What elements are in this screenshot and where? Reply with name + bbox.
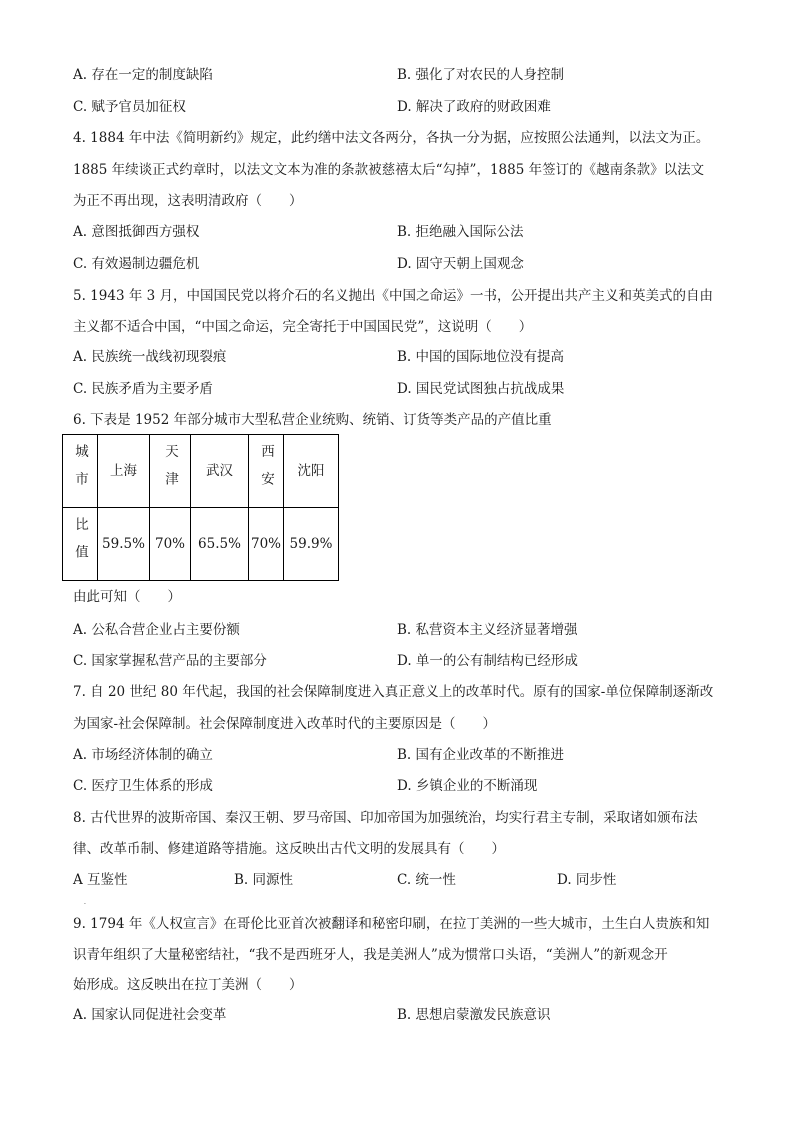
q7-option-a[interactable]: A. 市场经济体制的确立 [73,747,213,763]
table-row-label: 比值 [63,508,98,581]
q4-option-b[interactable]: B. 拒绝融入国际公法 [397,224,524,240]
table-cell: 59.5% [98,508,150,581]
q4-option-d[interactable]: D. 固守天朝上国观念 [397,256,524,272]
q6-option-a[interactable]: A. 公私合营企业占主要份额 [73,622,240,638]
q4-option-c[interactable]: C. 有效遏制边疆危机 [73,256,200,272]
table-cell: 59.9% [284,508,339,581]
q6-option-b[interactable]: B. 私营资本主义经济显著增强 [397,622,578,638]
q3-option-c[interactable]: C. 赋予官员加征权 [73,99,186,115]
table-header-cell: 沈阳 [284,435,339,508]
q5-stem-line: 5. 1943 年 3 月，中国国民党以将介石的名义抛出《中国之命运》一书，公开提出共产主义和英美式的自由 [73,288,713,304]
q5-option-d[interactable]: D. 国民党试图独占抗战成果 [397,381,565,397]
table-cell: 70% [150,508,191,581]
q6-option-c[interactable]: C. 国家掌握私营产品的主要部分 [73,653,267,669]
q7-stem-line: 为国家-社会保障制。社会保障制度进入改革时代的主要原因是（ ） [73,716,497,732]
table-cell: 70% [249,508,284,581]
q5-option-c[interactable]: C. 民族矛盾为主要矛盾 [73,381,213,397]
q7-option-d[interactable]: D. 乡镇企业的不断涌现 [397,778,538,794]
table-header-cell: 西安 [249,435,284,508]
q5-option-b[interactable]: B. 中国的国际地位没有提高 [397,349,565,365]
q9-option-a[interactable]: A. 国家认同促进社会变革 [73,1007,227,1023]
q6-prompt: 由此可知（ ） [73,589,181,605]
q5-option-a[interactable]: A. 民族统一战线初现裂痕 [73,349,227,365]
table-cell: 65.5% [191,508,249,581]
q7-option-b[interactable]: B. 国有企业改革的不断推进 [397,747,565,763]
q8-option-d[interactable]: D. 同步性 [557,872,617,888]
stray-dot: . [84,899,86,906]
q6-data-table [62,434,339,581]
q6-option-d[interactable]: D. 单一的公有制结构已经形成 [397,653,578,669]
q7-option-c[interactable]: C. 医疗卫生体系的形成 [73,778,213,794]
q9-stem-line: 始形成。这反映出在拉丁美洲（ ） [73,977,303,993]
q8-option-a[interactable]: A 互鉴性 [73,872,128,888]
q8-option-c[interactable]: C. 统一性 [397,872,456,888]
q5-stem-line: 主义都不适合中国，“中国之命运，完全寄托于中国国民党”，这说明（ ） [73,319,533,335]
q4-stem-line: 1885 年续谈正式约章时，以法文文本为准的条款被慈禧太后“勾掉”，1885 年签订的《越南条款》以法文 [73,162,705,178]
q6-stem: 6. 下表是 1952 年部分城市大型私营企业统购、统销、订货等类产品的产值比重 [73,412,552,428]
q9-option-b[interactable]: B. 思想启蒙激发民族意识 [397,1007,551,1023]
q9-stem-line: 9. 1794 年《人权宣言》在哥伦比亚首次被翻译和秘密印刷，在拉丁美洲的一些大城市，土生白人贵族和知 [73,916,710,932]
q8-stem-line: 8. 古代世界的波斯帝国、秦汉王朝、罗马帝国、印加帝国为加强统治，均实行君主专制，采取诸如颁布法 [73,810,698,826]
q8-option-b[interactable]: B. 同源性 [234,872,294,888]
q3-option-d[interactable]: D. 解决了政府的财政困难 [397,99,551,115]
q4-option-a[interactable]: A. 意图抵御西方强权 [73,224,200,240]
table-header-cell: 上海 [98,435,150,508]
q9-stem-line: 识青年组织了大量秘密结社，“我不是西班牙人，我是美洲人”成为惯常口头语，“美洲人”的新观念开 [73,947,668,963]
q8-stem-line: 律、改革币制、修建道路等措施。这反映出古代文明的发展具有（ ） [73,841,505,857]
q4-stem-line: 4. 1884 年中法《简明新约》规定，此约缮中法文各两分，各执一分为据，应按照公法通判，以法文为正。 [73,130,710,146]
q3-option-a[interactable]: A. 存在一定的制度缺陷 [73,67,213,83]
table-header-cell: 天津 [150,435,191,508]
q7-stem-line: 7. 自 20 世纪 80 年代起，我国的社会保障制度进入真正意义上的改革时代。原有的国家-单位保障制逐渐改 [73,684,714,700]
q3-option-b[interactable]: B. 强化了对农民的人身控制 [397,67,565,83]
q4-stem-line: 为正不再出现，这表明清政府（ ） [73,193,303,209]
table-header-cell: 武汉 [191,435,249,508]
table-header-cell: 城市 [63,435,98,508]
